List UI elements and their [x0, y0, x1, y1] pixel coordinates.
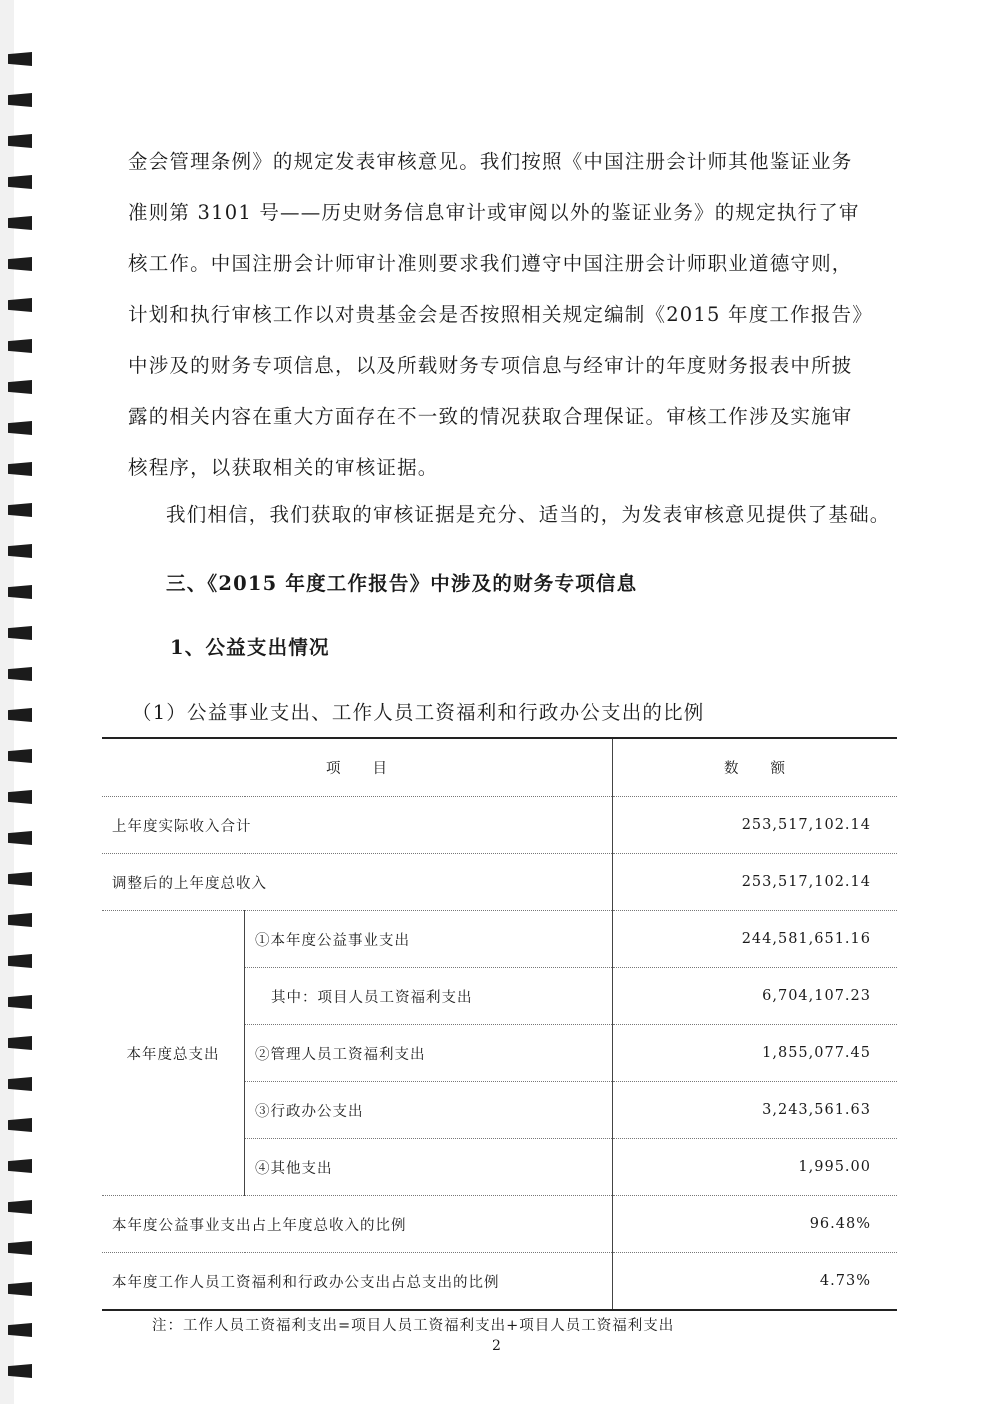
binding-hole [8, 954, 32, 968]
section-heading: 三、《2015 年度工作报告》中涉及的财务专项信息 [166, 572, 638, 595]
binding-hole [8, 913, 32, 927]
body-line: 中涉及的财务专项信息，以及所载财务专项信息与经审计的年度财务报表中所披 [128, 354, 853, 377]
group-label: 本年度总支出 [102, 911, 245, 1196]
binding-hole [8, 585, 32, 599]
body-line: 准则第 3101 号——历史财务信息审计或审阅以外的鉴证业务》的规定执行了审 [128, 201, 860, 224]
binding-hole [8, 708, 32, 722]
body-paragraph-2: 我们相信，我们获取的审核证据是充分、适当的，为发表审核意见提供了基础。 [166, 503, 891, 526]
row-amount: 96.48% [613, 1196, 898, 1253]
subsection-heading: 1、公益支出情况 [170, 636, 330, 659]
row-label: 上年度实际收入合计 [102, 797, 613, 854]
binding-hole [8, 175, 32, 189]
row-label: 调整后的上年度总收入 [102, 854, 613, 911]
table-header-row [102, 738, 897, 797]
binding-hole [8, 1118, 32, 1132]
row-amount: 1,855,077.45 [613, 1025, 898, 1082]
row-label: 本年度工作人员工资福利和行政办公支出占总支出的比例 [102, 1253, 613, 1311]
header-amount: 数 额 [613, 738, 898, 797]
binding-hole [8, 503, 32, 517]
body-line: 核工作。中国注册会计师审计准则要求我们遵守中国注册会计师职业道德守则， [128, 252, 853, 275]
header-item: 项 目 [102, 738, 613, 797]
row-label: ②管理人员工资福利支出 [245, 1025, 613, 1082]
binding-hole [8, 257, 32, 271]
body-line: 金会管理条例》的规定发表审核意见。我们按照《中国注册会计师其他鉴证业务 [128, 150, 853, 173]
row-label: 其中：项目人员工资福利支出 [245, 968, 613, 1025]
binding-hole [8, 216, 32, 230]
row-amount: 6,704,107.23 [613, 968, 898, 1025]
table-row [102, 1196, 897, 1253]
page-number: 2 [492, 1338, 501, 1354]
binding-hole [8, 831, 32, 845]
binding-hole [8, 995, 32, 1009]
table-row [102, 911, 897, 968]
table-row [102, 797, 897, 854]
row-amount: 253,517,102.14 [613, 797, 898, 854]
binding-hole [8, 421, 32, 435]
body-line: 露的相关内容在重大方面存在不一致的情况获取合理保证。审核工作涉及实施审 [128, 405, 853, 428]
binding-hole [8, 1282, 32, 1296]
binding-hole [8, 1159, 32, 1173]
row-label: ④其他支出 [245, 1139, 613, 1196]
table-caption: （1）公益事业支出、工作人员工资福利和行政办公支出的比例 [132, 701, 705, 724]
binding-hole [8, 1241, 32, 1255]
binding-hole [8, 134, 32, 148]
row-amount: 253,517,102.14 [613, 854, 898, 911]
binding-hole [8, 298, 32, 312]
row-amount: 244,581,651.16 [613, 911, 898, 968]
row-label: ①本年度公益事业支出 [245, 911, 613, 968]
row-label: 本年度公益事业支出占上年度总收入的比例 [102, 1196, 613, 1253]
body-line: 核程序，以获取相关的审核证据。 [128, 456, 439, 479]
binding-hole [8, 93, 32, 107]
table-row [102, 1253, 897, 1311]
binding-hole [8, 462, 32, 476]
binding-hole [8, 749, 32, 763]
row-amount: 3,243,561.63 [613, 1082, 898, 1139]
table-note: 注：工作人员工资福利支出=项目人员工资福利支出+项目人员工资福利支出 [152, 1318, 675, 1334]
row-amount: 1,995.00 [613, 1139, 898, 1196]
binding-hole [8, 872, 32, 886]
binding-hole [8, 1077, 32, 1091]
binding-hole [8, 544, 32, 558]
binding-hole [8, 339, 32, 353]
spiral-binding [8, 52, 36, 1392]
binding-hole [8, 1200, 32, 1214]
binding-hole [8, 790, 32, 804]
table-row [102, 854, 897, 911]
financial-table [102, 737, 897, 1311]
binding-hole [8, 1323, 32, 1337]
binding-hole [8, 1036, 32, 1050]
binding-hole [8, 380, 32, 394]
body-paragraph [128, 136, 888, 493]
binding-hole [8, 667, 32, 681]
row-amount: 4.73% [613, 1253, 898, 1311]
binding-hole [8, 52, 32, 66]
row-label: ③行政办公支出 [245, 1082, 613, 1139]
binding-hole [8, 626, 32, 640]
binding-hole [8, 1364, 32, 1378]
body-line: 计划和执行审核工作以对贵基金会是否按照相关规定编制《2015 年度工作报告》 [128, 303, 873, 326]
